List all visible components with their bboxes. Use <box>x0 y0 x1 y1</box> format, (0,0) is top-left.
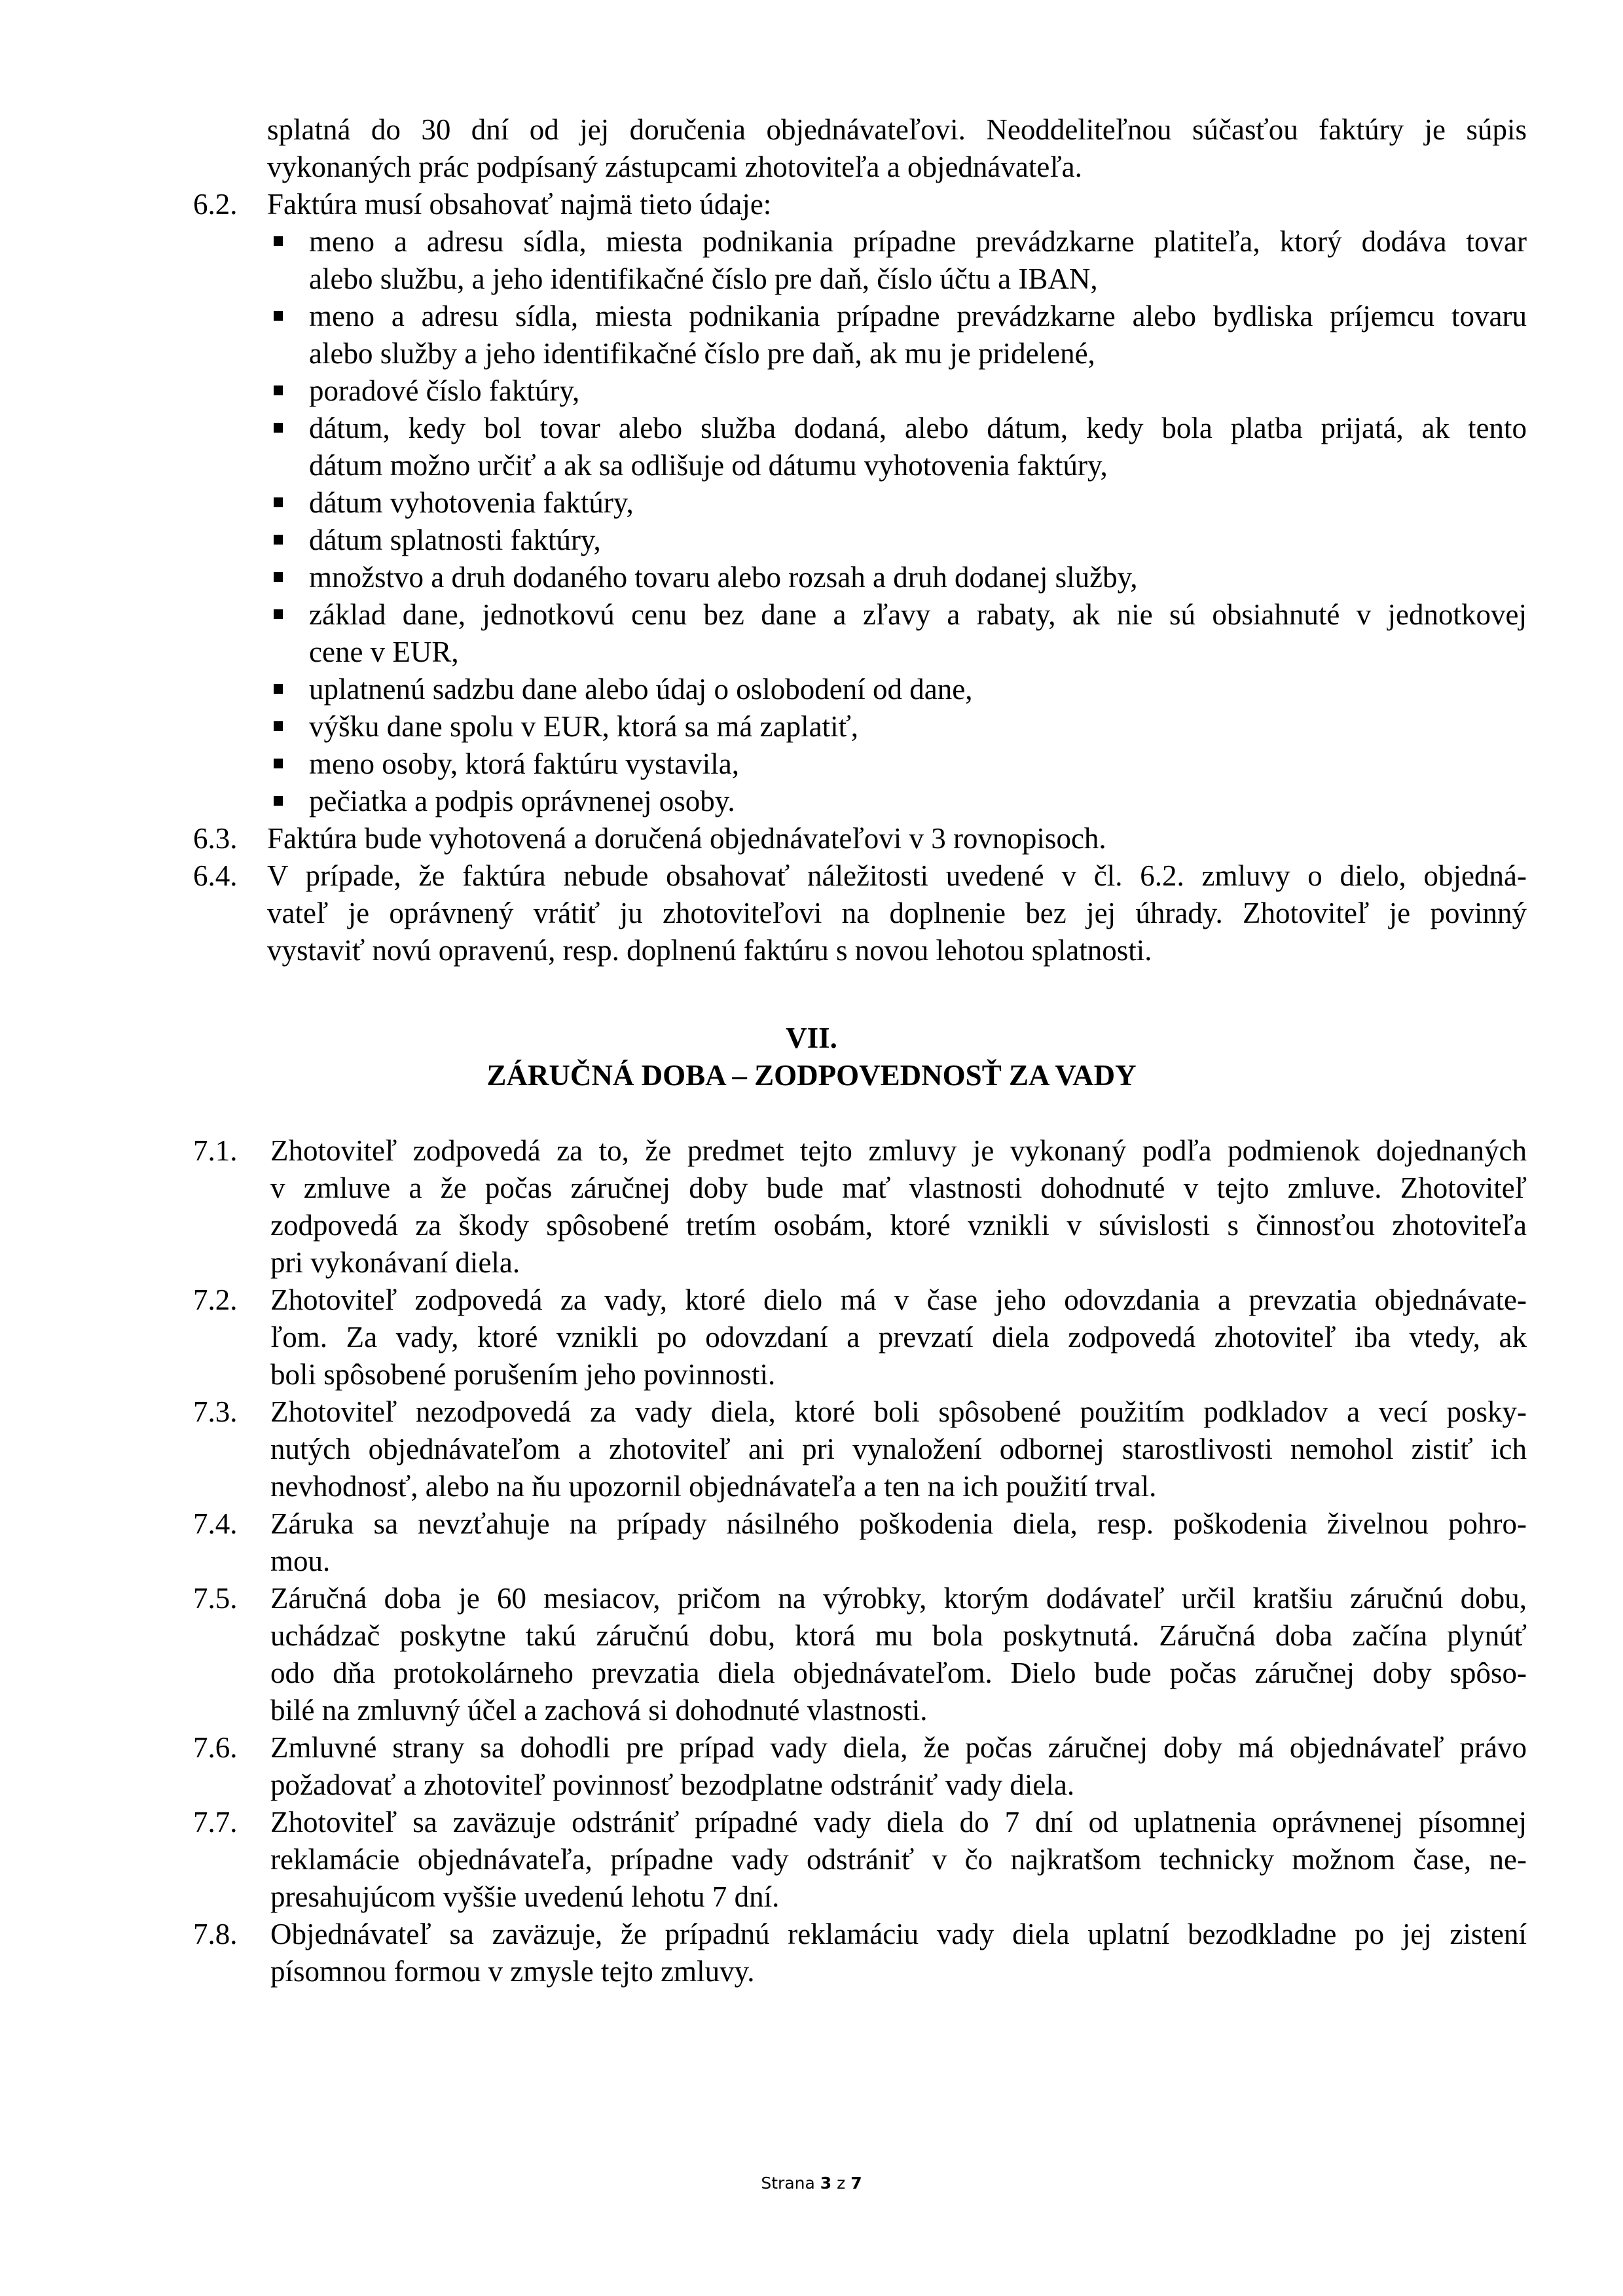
clause-text: zodpovedá za škody spôsobené tretím osobám, ktoré vznikli v súvislosti s činnosťou zhotoviteľa <box>270 1209 1527 1242</box>
clause-7-6 <box>0 1729 1623 1767</box>
clause-7-4 <box>0 1505 1623 1543</box>
list-item-text: alebo službu, a jeho identifikačné číslo pre daň, číslo účtu a IBAN, <box>309 262 1098 295</box>
clause-text: Zhotoviteľ sa zaväzuje odstrániť prípadné vady diela do 7 dní od uplatnenia oprávnenej písomnej <box>270 1806 1527 1839</box>
paragraph-line <box>0 1767 1623 1804</box>
list-item-text: pečiatka a podpis oprávnenej osoby. <box>309 785 735 817</box>
list-item-text: poradové číslo faktúry, <box>309 374 580 407</box>
clause-6-4 <box>0 857 1623 895</box>
list-item <box>0 410 1623 447</box>
list-item-continuation <box>0 335 1623 372</box>
square-bullet-icon <box>274 759 283 768</box>
list-item <box>0 559 1623 596</box>
clause-text: uchádzač poskytne takú záručnú dobu, ktorá mu bola poskytnutá. Záručná doba začína plynúť <box>270 1619 1527 1652</box>
paragraph-line <box>0 111 1623 149</box>
page-label: Strana <box>761 2174 815 2193</box>
paragraph-line <box>0 1431 1623 1468</box>
list-item <box>0 783 1623 820</box>
paragraph-line <box>0 1692 1623 1729</box>
list-item-continuation <box>0 260 1623 298</box>
square-bullet-icon <box>274 609 283 619</box>
square-bullet-icon <box>274 311 283 321</box>
square-bullet-icon <box>274 423 283 433</box>
clause-text: Faktúra bude vyhotovená a doručená objednávateľovi v 3 rovnopisoch. <box>267 822 1106 855</box>
clause-text: mou. <box>270 1545 331 1577</box>
paragraph-line <box>0 149 1623 186</box>
clause-number: 7.1. <box>193 1134 238 1167</box>
clause-number: 6.3. <box>193 822 238 855</box>
square-bullet-icon <box>274 684 283 694</box>
paragraph-line <box>0 1170 1623 1207</box>
clause-text: Záručná doba je 60 mesiacov, pričom na výrobky, ktorým dodávateľ určil kratšiu záručnú dobu, <box>270 1582 1527 1615</box>
clause-text: v zmluve a že počas záručnej doby bude mať vlastnosti dohodnuté v tejto zmluve. Zhotoviteľ <box>270 1172 1527 1204</box>
clause-6-1-continuation: vykonaných prác podpísaný zástupcami zhotoviteľa a objednávateľa. <box>267 151 1082 183</box>
clause-number: 7.5. <box>193 1582 238 1615</box>
paragraph-line <box>0 1468 1623 1505</box>
clause-7-1 <box>0 1132 1623 1170</box>
square-bullet-icon <box>274 796 283 806</box>
square-bullet-icon <box>274 572 283 582</box>
clause-text: vystaviť novú opravenú, resp. doplnenú faktúru s novou lehotou splatnosti. <box>267 934 1152 967</box>
clause-text: Faktúra musí obsahovať najmä tieto údaje: <box>267 188 772 221</box>
list-item <box>0 372 1623 410</box>
paragraph-line <box>0 895 1623 932</box>
clause-6-3 <box>0 820 1623 857</box>
list-item-continuation <box>0 634 1623 671</box>
section-heading-title: ZÁRUČNÁ DOBA – ZODPOVEDNOSŤ ZA VADY <box>486 1059 1137 1092</box>
list-item <box>0 298 1623 335</box>
paragraph-line <box>0 932 1623 969</box>
clause-number: 7.2. <box>193 1283 238 1316</box>
clause-7-3 <box>0 1393 1623 1431</box>
paragraph-line <box>0 1655 1623 1692</box>
list-item-text: uplatnenú sadzbu dane alebo údaj o oslobodení od dane, <box>309 673 973 706</box>
clause-number: 7.4. <box>193 1507 238 1540</box>
square-bullet-icon <box>274 497 283 507</box>
current-page-number: 3 <box>820 2174 832 2193</box>
total-pages-number: 7 <box>850 2174 862 2193</box>
clause-7-5 <box>0 1580 1623 1617</box>
list-item-text: meno a adresu sídla, miesta podnikania prípadne prevádzkarne platiteľa, ktorý dodáva tovar <box>309 225 1527 258</box>
list-item-text: množstvo a druh dodaného tovaru alebo rozsah a druh dodanej služby, <box>309 561 1138 594</box>
clause-text: Zhotoviteľ zodpovedá za vady, ktoré dielo má v čase jeho odovzdania a prevzatia objednávate- <box>270 1283 1527 1316</box>
list-item-text: meno osoby, ktorá faktúru vystavila, <box>309 747 739 780</box>
paragraph-line <box>0 1617 1623 1655</box>
page-separator: z <box>837 2174 846 2193</box>
list-item-text: meno a adresu sídla, miesta podnikania prípadne prevádzkarne alebo bydliska príjemcu tovaru <box>309 300 1527 332</box>
list-item-text: dátum vyhotovenia faktúry, <box>309 486 634 519</box>
paragraph-line <box>0 1244 1623 1282</box>
list-item-text: cene v EUR, <box>309 636 459 668</box>
list-item-text: dátum splatnosti faktúry, <box>309 524 601 556</box>
clause-7-8 <box>0 1916 1623 1953</box>
page-footer <box>0 2172 1623 2195</box>
paragraph-line <box>0 1356 1623 1393</box>
clause-text: Záruka sa nevzťahuje na prípady násilného poškodenia diela, resp. poškodenia živelnou pohro- <box>270 1507 1527 1540</box>
square-bullet-icon <box>274 535 283 545</box>
clause-7-7 <box>0 1804 1623 1841</box>
list-item <box>0 596 1623 634</box>
clause-number: 6.2. <box>193 188 238 221</box>
paragraph-line <box>0 1953 1623 1990</box>
square-bullet-icon <box>274 236 283 246</box>
clause-6-1-continuation: splatná do 30 dní od jej doručenia objednávateľovi. Neoddeliteľnou súčasťou faktúry je súpis <box>267 113 1527 146</box>
clause-text: reklamácie objednávateľa, prípadne vady odstrániť v čo najkratšom technicky možnom čase, ne- <box>270 1843 1527 1876</box>
clause-text: pri vykonávaní diela. <box>270 1246 520 1279</box>
paragraph-line <box>0 1543 1623 1580</box>
section-7 <box>0 1132 1623 1990</box>
clause-number: 7.8. <box>193 1918 238 1950</box>
clause-7-2 <box>0 1282 1623 1319</box>
section-6 <box>0 111 1623 969</box>
list-item-text: výšku dane spolu v EUR, ktorá sa má zaplatiť, <box>309 710 859 743</box>
clause-text: odo dňa protokolárneho prevzatia diela objednávateľom. Dielo bude počas záručnej doby spôso- <box>270 1657 1527 1689</box>
clause-text: Zmluvné strany sa dohodli pre prípad vady diela, že počas záručnej doby má objednávateľ právo <box>270 1731 1527 1764</box>
list-item-text: alebo služby a jeho identifikačné číslo pre daň, ak mu je pridelené, <box>309 337 1095 370</box>
clause-6-2 <box>0 186 1623 223</box>
clause-number: 6.4. <box>193 859 238 892</box>
clause-number: 7.7. <box>193 1806 238 1839</box>
clause-text: bilé na zmluvný účel a zachová si dohodnuté vlastnosti. <box>270 1694 928 1727</box>
list-item-text: základ dane, jednotkovú cenu bez dane a zľavy a rabaty, ak nie sú obsiahnuté v jednotkovej <box>309 598 1527 631</box>
paragraph-line <box>0 1207 1623 1244</box>
paragraph-line <box>0 1878 1623 1916</box>
paragraph-line <box>0 1319 1623 1356</box>
list-item <box>0 522 1623 559</box>
clause-text: písomnou formou v zmysle tejto zmluvy. <box>270 1955 755 1988</box>
list-item <box>0 484 1623 522</box>
section-heading-number: VII. <box>786 1022 837 1054</box>
square-bullet-icon <box>274 721 283 731</box>
clause-text: nevhodnosť, alebo na ňu upozornil objednávateľa a ten na ich použití trval. <box>270 1470 1157 1503</box>
clause-text: boli spôsobené porušením jeho povinnosti. <box>270 1358 776 1391</box>
list-item-text: dátum, kedy bol tovar alebo služba dodaná, alebo dátum, kedy bola platba prijatá, ak tento <box>309 412 1527 444</box>
clause-text: Zhotoviteľ nezodpovedá za vady diela, ktoré boli spôsobené použitím podkladov a vecí posky- <box>270 1395 1527 1428</box>
clause-text: ľom. Za vady, ktoré vznikli po odovzdaní a prevzatí diela zodpovedá zhotoviteľ iba vtedy, ak <box>270 1321 1527 1354</box>
clause-text: Objednávateľ sa zaväzuje, že prípadnú reklamáciu vady diela uplatní bezodkladne po jej zistení <box>270 1918 1527 1950</box>
list-item-text: dátum možno určiť a ak sa odlišuje od dátumu vyhotovenia faktúry, <box>309 449 1108 482</box>
clause-text: V prípade, že faktúra nebude obsahovať náležitosti uvedené v čl. 6.2. zmluvy o dielo, objedná- <box>267 859 1527 892</box>
list-item <box>0 745 1623 783</box>
list-item <box>0 708 1623 745</box>
clause-number: 7.3. <box>193 1395 238 1428</box>
clause-text: nutých objednávateľom a zhotoviteľ ani pri vynaložení odbornej starostlivosti nemohol zistiť ich <box>270 1433 1527 1465</box>
list-item <box>0 223 1623 260</box>
list-item-continuation <box>0 447 1623 484</box>
clause-number: 7.6. <box>193 1731 238 1764</box>
clause-text: Zhotoviteľ zodpovedá za to, že predmet tejto zmluvy je vykonaný podľa podmienok dojednaných <box>270 1134 1527 1167</box>
clause-text: vateľ je oprávnený vrátiť ju zhotoviteľovi na doplnenie bez jej úhrady. Zhotoviteľ je povinný <box>267 897 1527 929</box>
list-item <box>0 671 1623 708</box>
clause-text: presahujúcom vyššie uvedenú lehotu 7 dní. <box>270 1880 780 1913</box>
clause-text: požadovať a zhotoviteľ povinnosť bezodplatne odstrániť vady diela. <box>270 1768 1075 1801</box>
square-bullet-icon <box>274 386 283 395</box>
paragraph-line <box>0 1841 1623 1878</box>
